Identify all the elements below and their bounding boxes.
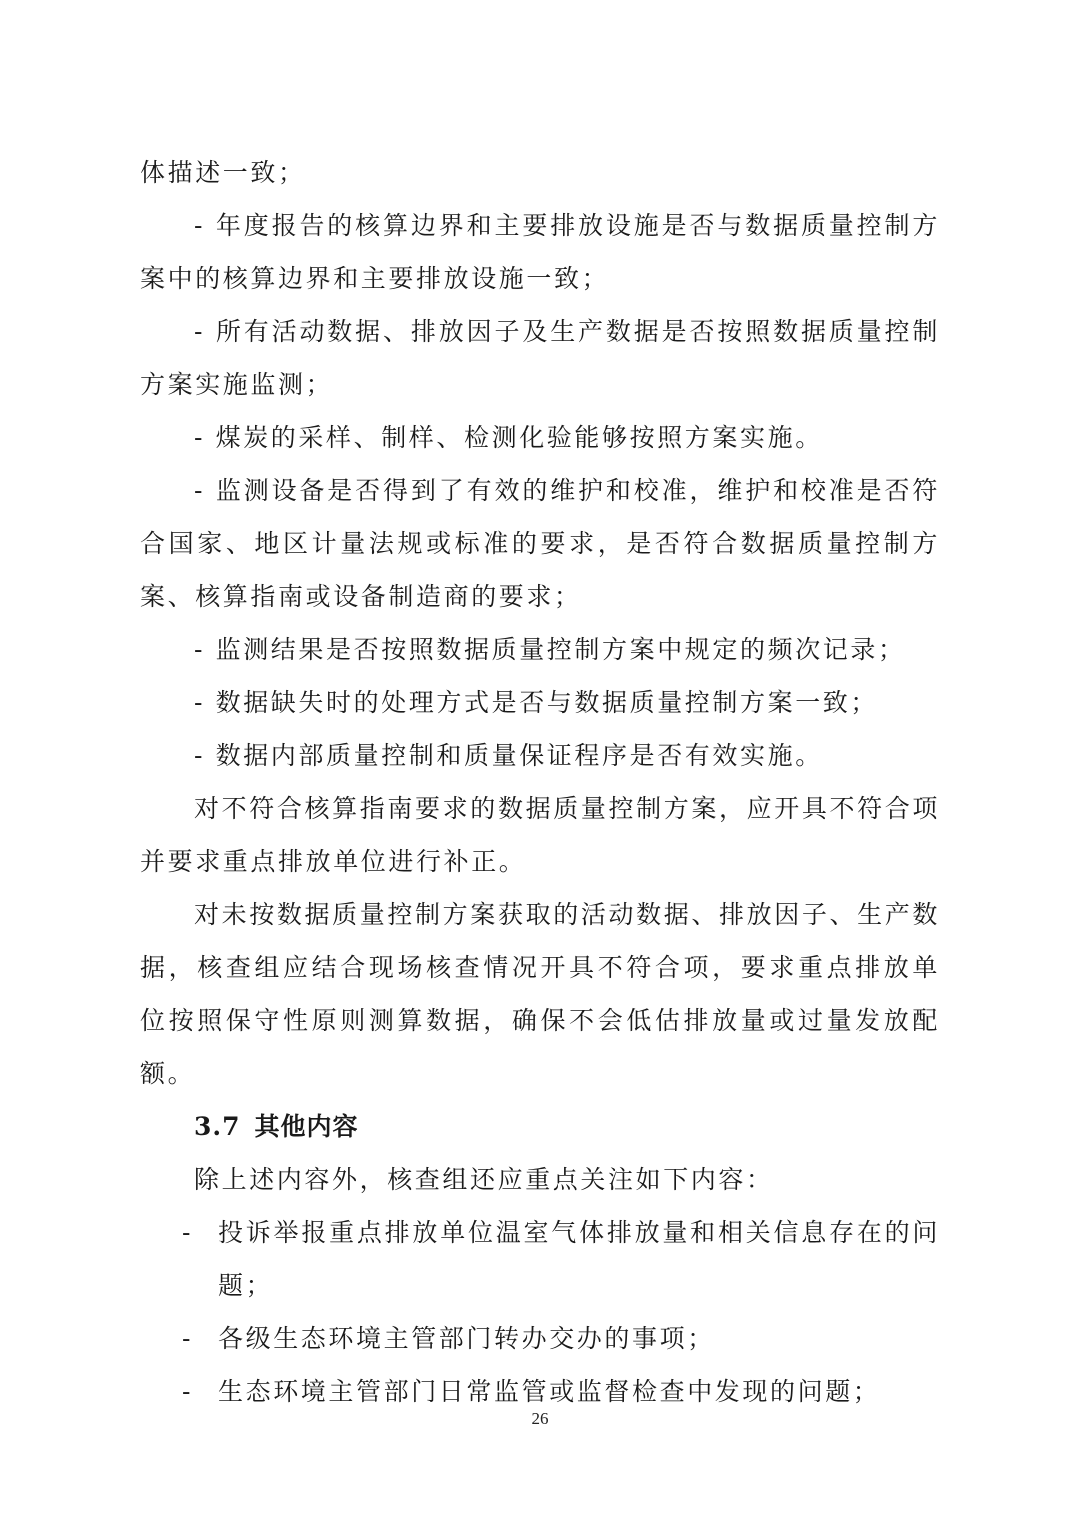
page-body bbox=[140, 146, 940, 1418]
check-item: - 年度报告的核算边界和主要排放设施是否与数据质量控制方案中的核算边界和主要排放设施一致； bbox=[140, 211, 940, 293]
bullet-item bbox=[140, 1206, 940, 1312]
bullet-text: 生态环境主管部门日常监管或监督检查中发现的问题； bbox=[218, 1377, 881, 1406]
check-item: - 数据缺失时的处理方式是否与数据质量控制方案一致； bbox=[194, 688, 878, 717]
body-paragraph: 对未按数据质量控制方案获取的活动数据、排放因子、生产数据，核查组应结合现场核查情况开具不符合项，要求重点排放单位按照保守性原则测算数据，确保不会低估排放量或过量发放配额。 bbox=[140, 900, 940, 1088]
section-number: 3.7 bbox=[194, 1112, 241, 1141]
page-number: 26 bbox=[531, 1409, 549, 1428]
section-heading bbox=[140, 1100, 940, 1153]
bullet-item bbox=[140, 1312, 940, 1365]
bullet-text: 投诉举报重点排放单位温室气体排放量和相关信息存在的问题； bbox=[218, 1218, 940, 1300]
check-item: - 监测结果是否按照数据质量控制方案中规定的频次记录； bbox=[194, 635, 906, 664]
bullet-text: 各级生态环境主管部门转办交办的事项； bbox=[218, 1324, 715, 1353]
section-intro: 除上述内容外，核查组还应重点关注如下内容： bbox=[194, 1165, 774, 1194]
body-paragraph: 对不符合核算指南要求的数据质量控制方案，应开具不符合项并要求重点排放单位进行补正。 bbox=[140, 794, 940, 876]
bullet-dash: - bbox=[182, 1377, 194, 1406]
check-item: - 所有活动数据、排放因子及生产数据是否按照数据质量控制方案实施监测； bbox=[140, 317, 940, 399]
check-item: - 煤炭的采样、制样、检测化验能够按照方案实施。 bbox=[194, 423, 823, 452]
check-item: - 监测设备是否得到了有效的维护和校准，维护和校准是否符合国家、地区计量法规或标准的要求，是否符合数据质量控制方案、核算指南或设备制造商的要求； bbox=[140, 476, 940, 611]
bullet-dash: - bbox=[182, 1324, 194, 1353]
bullet-dash: - bbox=[182, 1218, 194, 1247]
check-item: - 数据内部质量控制和质量保证程序是否有效实施。 bbox=[194, 741, 823, 770]
section-title: 其他内容 bbox=[254, 1112, 359, 1141]
paragraph-continuation: 体描述一致； bbox=[140, 158, 306, 187]
